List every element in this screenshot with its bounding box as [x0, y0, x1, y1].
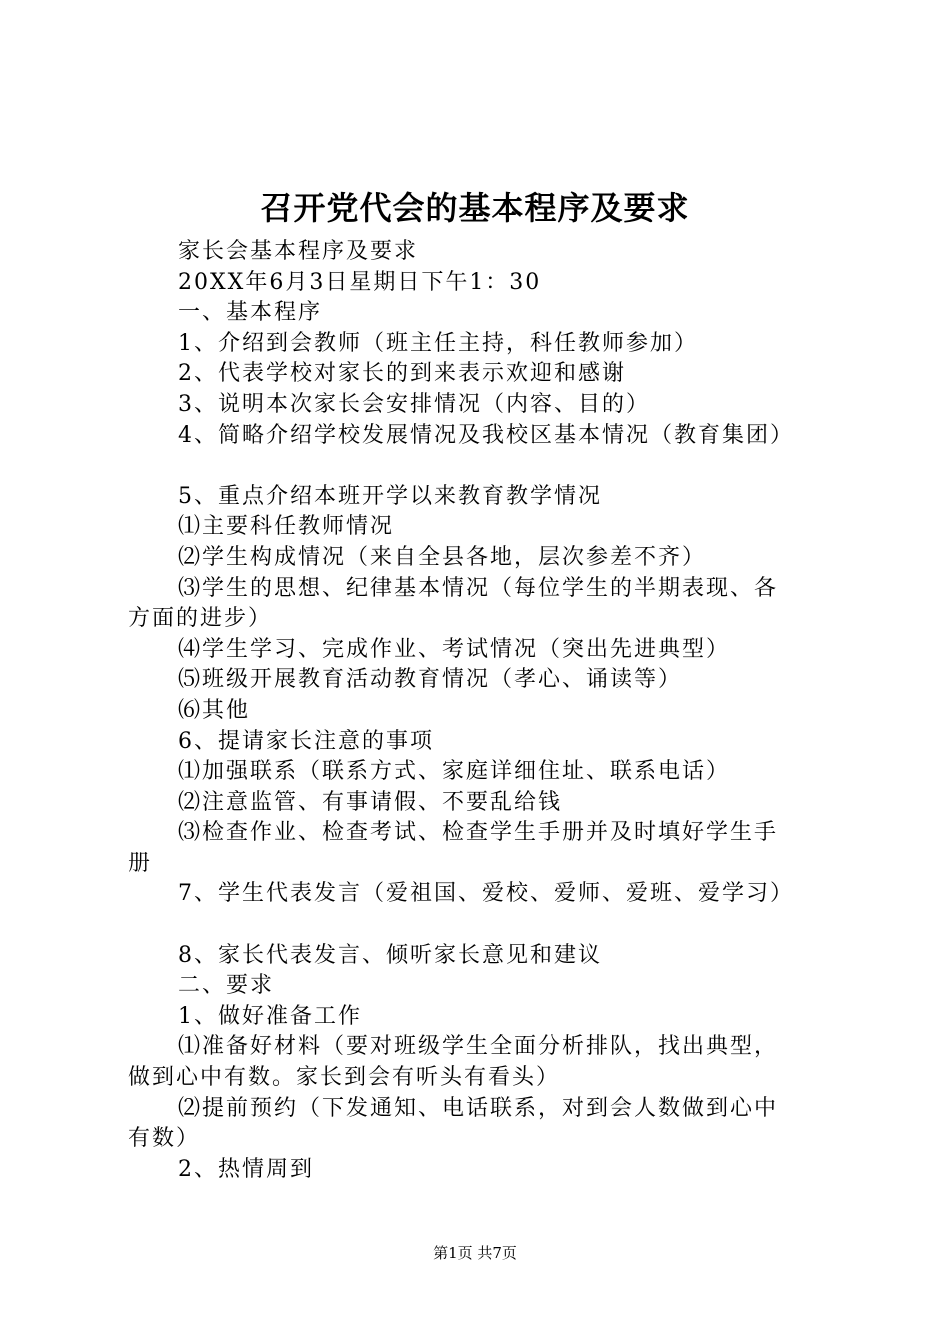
paragraph-line: 20XX年6月3日星期日下午1：30 — [178, 269, 542, 295]
paragraph-line: ⑴加强联系（联系方式、家庭详细住址、联系电话） — [178, 759, 731, 785]
paragraph-line: ⑷学生学习、完成作业、考试情况（突出先进典型） — [178, 636, 731, 662]
paragraph-line: 家长会基本程序及要求 — [178, 239, 419, 264]
paragraph-line: ⑴主要科任教师情况 — [178, 514, 395, 540]
paragraph-line: 4、简略介绍学校发展情况及我校区基本情况（教育集团） — [178, 422, 794, 448]
paragraph-line: 2、热情周到 — [178, 1156, 314, 1182]
paragraph-line: 8、家长代表发言、倾听家长意见和建议 — [178, 942, 602, 968]
document-title: 召开党代会的基本程序及要求 — [260, 189, 690, 227]
paragraph-line: 3、说明本次家长会安排情况（内容、目的） — [178, 391, 650, 417]
paragraph-line: 做到心中有数。家长到会有听头有看头） — [128, 1065, 561, 1091]
paragraph-line: ⑸班级开展教育活动教育情况（孝心、诵读等） — [178, 667, 683, 693]
paragraph-line: ⑹其他 — [178, 697, 251, 723]
section-heading: 二、要求 — [178, 973, 275, 999]
section-heading: 一、基本程序 — [178, 300, 323, 326]
paragraph-line: 2、代表学校对家长的到来表示欢迎和感谢 — [178, 361, 626, 387]
paragraph-line: ⑶学生的思想、纪律基本情况（每位学生的半期表现、各 — [178, 575, 779, 601]
paragraph-line: 1、做好准备工作 — [178, 1003, 362, 1029]
paragraph-line: ⑵提前预约（下发通知、电话联系，对到会人数做到心中 — [178, 1095, 779, 1121]
blank-line — [128, 451, 838, 482]
paragraph-line: ⑵学生构成情况（来自全县各地，层次参差不齐） — [178, 544, 707, 570]
paragraph-line: ⑶检查作业、检查考试、检查学生手册并及时填好学生手 — [178, 820, 779, 846]
paragraph-line: 方面的进步） — [128, 606, 273, 632]
paragraph-line: 5、重点介绍本班开学以来教育教学情况 — [178, 483, 602, 509]
page-number-footer: 第1页 共7页 — [433, 1244, 517, 1262]
paragraph-line: 7、学生代表发言（爱祖国、爱校、爱师、爱班、爱学习） — [178, 881, 794, 907]
paragraph-line: ⑵注意监管、有事请假、不要乱给钱 — [178, 789, 563, 815]
blank-line — [128, 910, 838, 941]
paragraph-line: 有数） — [128, 1126, 201, 1152]
paragraph-line: 册 — [128, 850, 153, 876]
paragraph-line: 1、介绍到会教师（班主任主持，科任教师参加） — [178, 330, 698, 356]
document-body — [128, 237, 838, 1185]
paragraph-line: 6、提请家长注意的事项 — [178, 728, 434, 754]
paragraph-line: ⑴准备好材料（要对班级学生全面分析排队，找出典型， — [178, 1034, 779, 1060]
